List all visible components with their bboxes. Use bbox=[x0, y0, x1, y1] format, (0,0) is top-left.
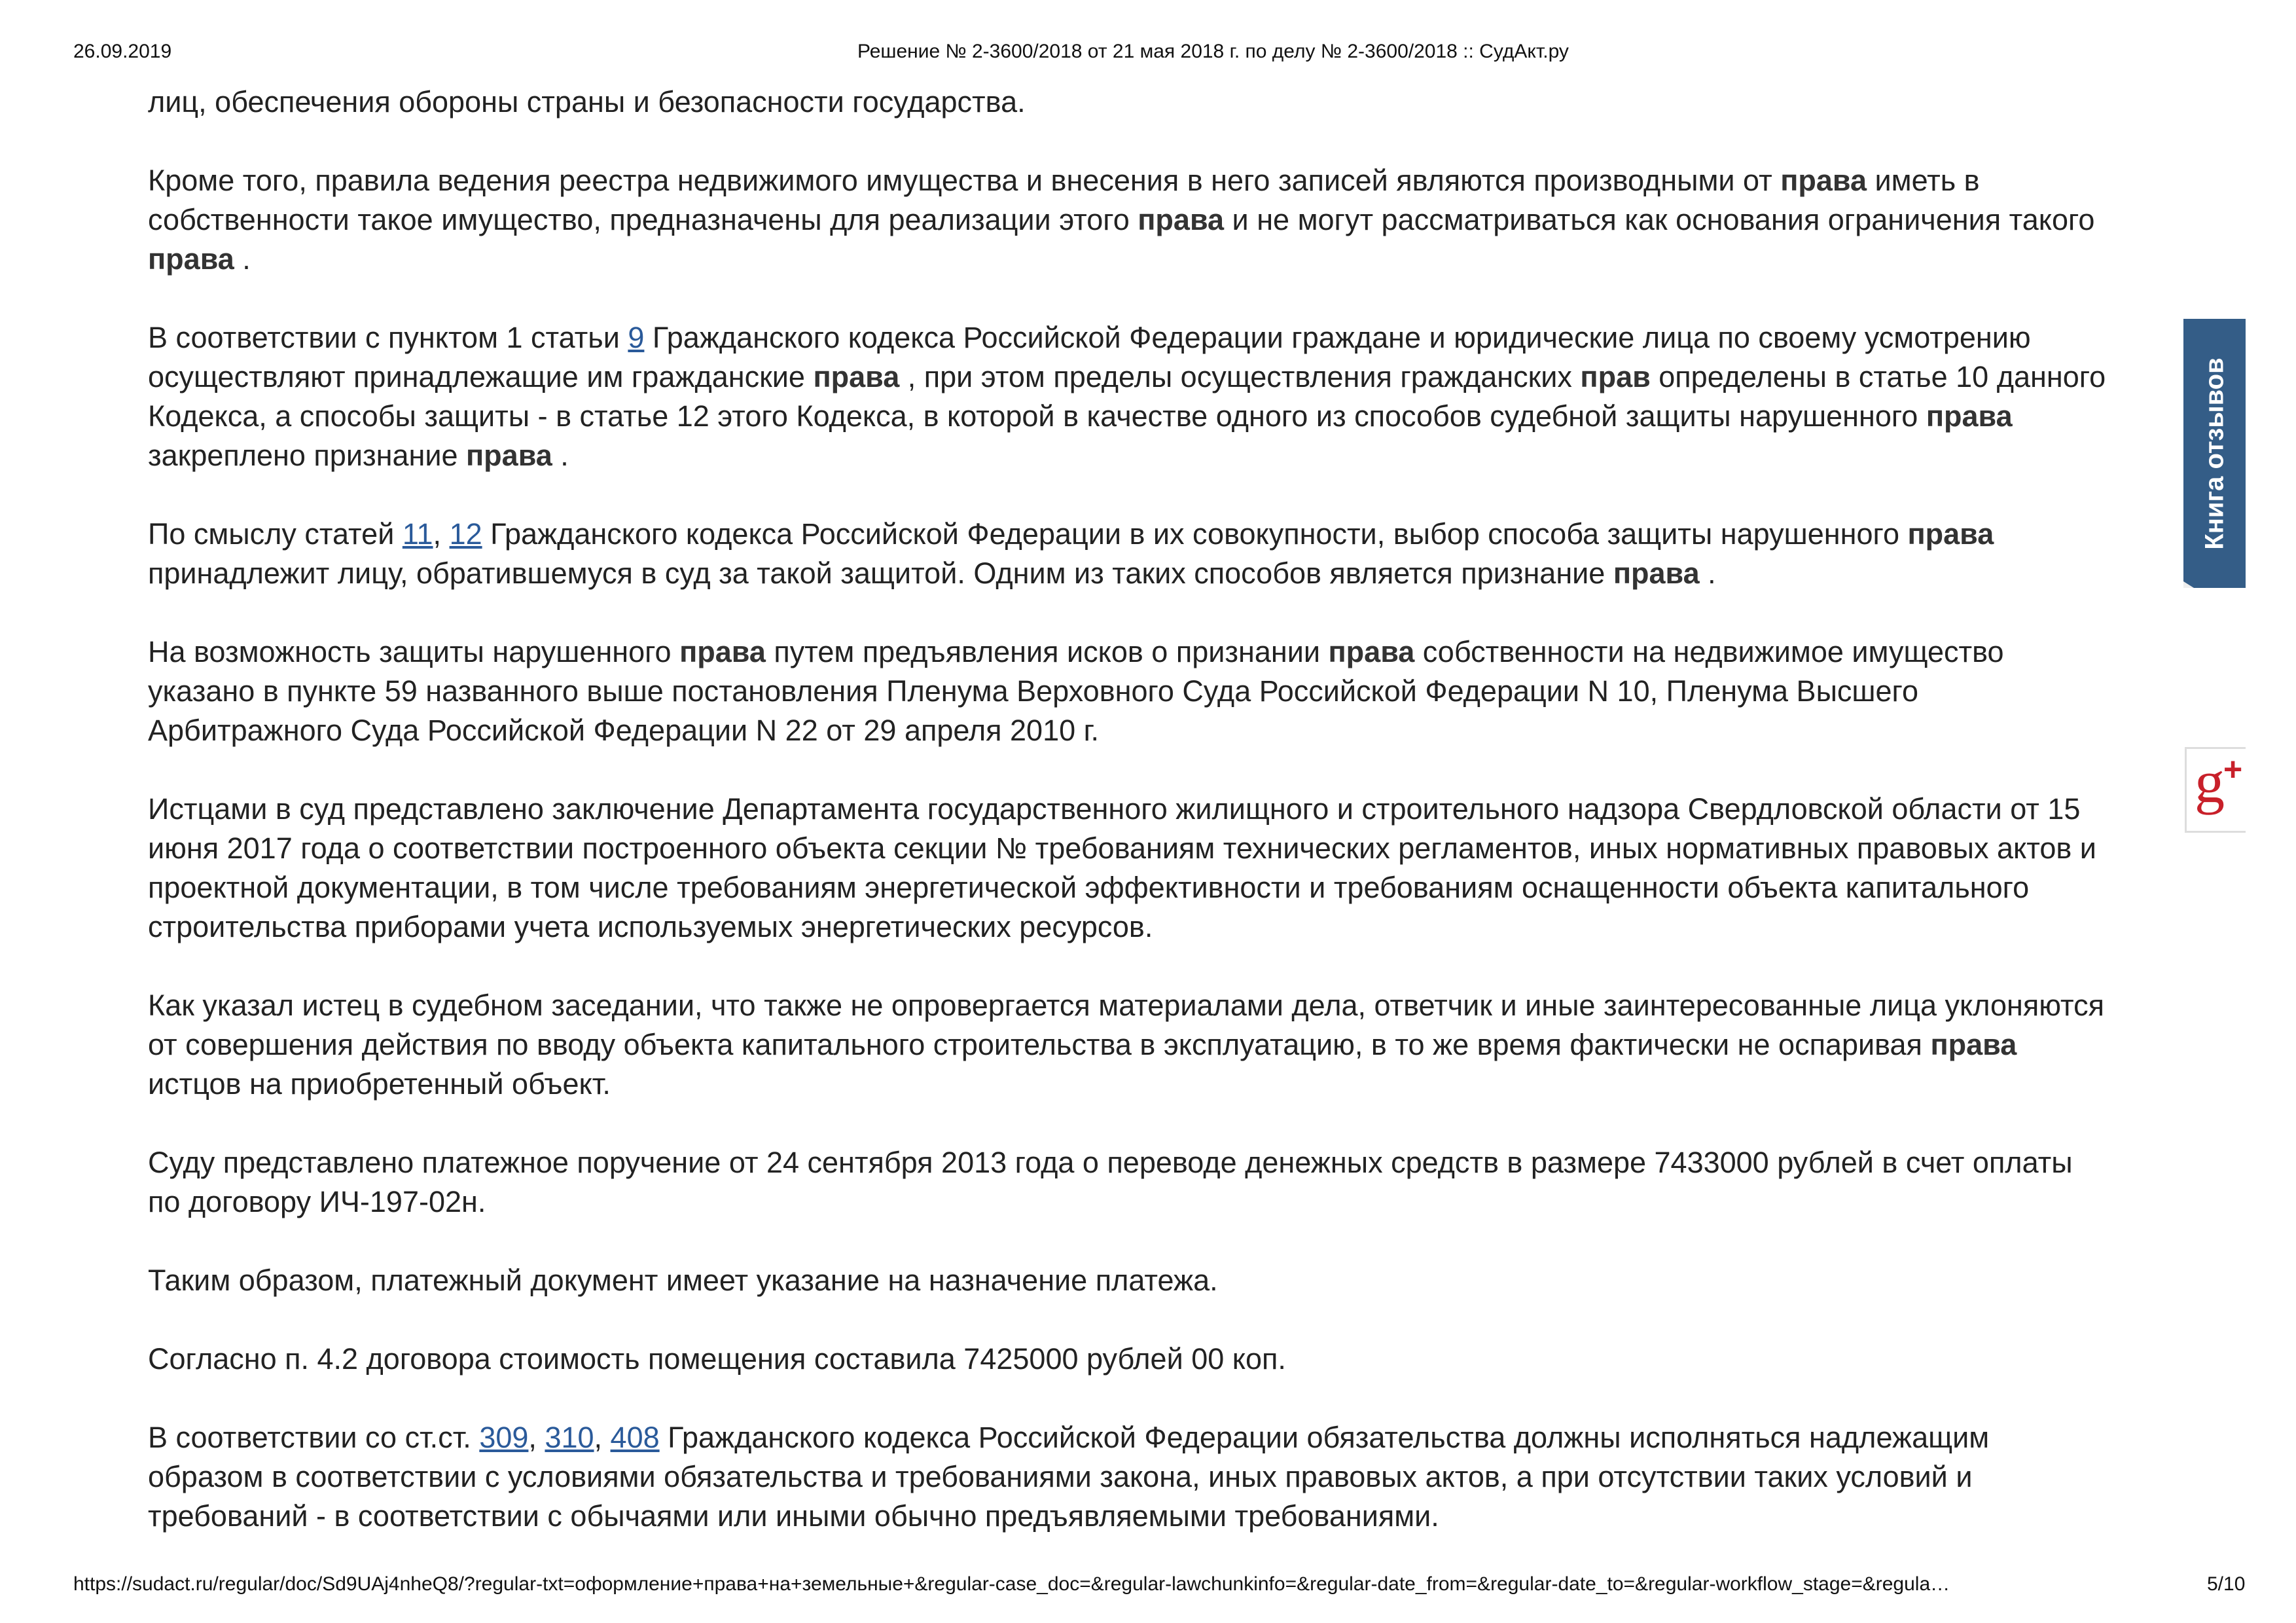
paragraph bbox=[148, 986, 2111, 1104]
text-run: . bbox=[234, 242, 251, 276]
article-link[interactable]: 12 bbox=[449, 517, 482, 551]
text-run: Гражданского кодекса Российской Федерации в их совокупности, выбор способа защиты нарушенного bbox=[482, 517, 1908, 551]
text-run: . bbox=[1699, 556, 1716, 590]
google-plus-button[interactable] bbox=[2185, 747, 2246, 833]
highlighted-term: права bbox=[679, 635, 766, 668]
highlighted-term: права bbox=[148, 242, 234, 276]
text-run: В соответствии со ст.ст. bbox=[148, 1421, 480, 1454]
text-run: Как указал истец в судебном заседании, что также не опровергается материалами дела, ответчик и иные заинтересованные лица уклоняются от совершения действия по вводу объекта капитального строительства в эксплуатацию, в то же время фактически не оспаривая bbox=[148, 989, 2104, 1061]
paragraph bbox=[148, 632, 2111, 750]
text-run: принадлежит лицу, обратившемуся в суд за такой защитой. Одним из таких способов является признание bbox=[148, 556, 1613, 590]
google-plus-icon: g bbox=[2195, 748, 2225, 815]
highlighted-term: права bbox=[1138, 203, 1225, 236]
text-run: истцов на приобретенный объект. bbox=[148, 1067, 611, 1101]
text-run: По смыслу статей bbox=[148, 517, 403, 551]
text-run: и не могут рассматриваться как основания ограничения такого bbox=[1224, 203, 2095, 236]
feedback-book-label: Книга отзывов bbox=[2200, 357, 2229, 550]
text-run: , при этом пределы осуществления гражданских bbox=[899, 360, 1581, 393]
highlighted-term: права bbox=[1328, 635, 1415, 668]
text-run: лиц, обеспечения обороны страны и безопасности государства. bbox=[148, 85, 1026, 119]
text-run: На возможность защиты нарушенного bbox=[148, 635, 680, 668]
highlighted-term: права bbox=[1926, 399, 2013, 433]
page-number: 5/10 bbox=[2207, 1573, 2246, 1595]
text-run: Суду представлено платежное поручение от 24 сентября 2013 года о переводе денежных средств в размере 7433000 рублей в счет оплаты по договору ИЧ-197-02н. bbox=[148, 1146, 2073, 1218]
print-date: 26.09.2019 bbox=[73, 41, 172, 62]
text-run: Согласно п. 4.2 договора стоимость помещения составила 7425000 рублей 00 коп. bbox=[148, 1342, 1286, 1376]
paragraph bbox=[148, 318, 2111, 475]
highlighted-term: права bbox=[813, 360, 900, 393]
text-run: , bbox=[594, 1421, 611, 1454]
highlighted-term: прав bbox=[1580, 360, 1651, 393]
article-link[interactable]: 310 bbox=[545, 1421, 594, 1454]
text-run: иметь в собственности такое имущество, предназначены для реализации этого bbox=[148, 164, 1980, 236]
text-run: В соответствии с пунктом 1 статьи bbox=[148, 321, 628, 354]
text-run: , bbox=[433, 517, 450, 551]
paragraph bbox=[148, 1340, 2111, 1379]
text-run: Кроме того, правила ведения реестра недвижимого имущества и внесения в него записей являются производными от bbox=[148, 164, 1781, 197]
text-run: , bbox=[528, 1421, 545, 1454]
page-title: Решение № 2-3600/2018 от 21 мая 2018 г. по делу № 2-3600/2018 :: СудАкт.ру bbox=[857, 41, 1569, 62]
document-body bbox=[148, 82, 2111, 1575]
highlighted-term: права bbox=[1930, 1028, 2017, 1061]
article-link[interactable]: 309 bbox=[479, 1421, 529, 1454]
paragraph bbox=[148, 790, 2111, 947]
paragraph bbox=[148, 1418, 2111, 1536]
highlighted-term: права bbox=[1907, 517, 1994, 551]
google-plus-plus-icon: + bbox=[2223, 751, 2243, 788]
article-link[interactable]: 11 bbox=[402, 517, 433, 551]
article-link[interactable]: 9 bbox=[628, 321, 645, 354]
page-url: https://sudact.ru/regular/doc/Sd9UAj4nheQ8/?regular-txt=оформление+права+на+земельные+&regular-case_doc=&regular-lawchunkinfo=&regular-date_from=&regular-date_to=&regular-workflow_stage=&regula… bbox=[73, 1573, 1950, 1595]
paragraph bbox=[148, 161, 2111, 279]
paragraph bbox=[148, 1261, 2111, 1300]
paragraph bbox=[148, 82, 2111, 122]
highlighted-term: права bbox=[466, 439, 552, 472]
feedback-book-button[interactable] bbox=[2183, 319, 2246, 588]
text-run: Истцами в суд представлено заключение Департамента государственного жилищного и строительного надзора Свердловской области от 15 июня 2017 года о соответствии построенного объекта секции № требованиям технических регламентов, иных нормативных правовых актов и проектной документации, в том числе требованиям энергетической эффективности и требованиям оснащенности объекта капитального строительства приборами учета используемых энергетических ресурсов. bbox=[148, 792, 2096, 943]
text-run: закреплено признание bbox=[148, 439, 466, 472]
article-link[interactable]: 408 bbox=[610, 1421, 660, 1454]
text-run: определены в статье 10 данного Кодекса, а способы защиты - в статье 12 этого Кодекса, в которой в качестве одного из способов судебной защиты нарушенного bbox=[148, 360, 2106, 433]
text-run: собственности на недвижимое имущество указано в пункте 59 названного выше постановления Пленума Верховного Суда Российской Федерации N 10, Пленума Высшего Арбитражного Суда Российской Федерации N 22 от 29 апреля 2010 г. bbox=[148, 635, 2004, 747]
highlighted-term: права bbox=[1780, 164, 1867, 197]
text-run: Таким образом, платежный документ имеет указание на назначение платежа. bbox=[148, 1264, 1218, 1297]
highlighted-term: права bbox=[1613, 556, 1700, 590]
text-run: путем предъявления исков о признании bbox=[765, 635, 1329, 668]
paragraph bbox=[148, 1143, 2111, 1222]
paragraph bbox=[148, 515, 2111, 593]
text-run: . bbox=[552, 439, 569, 472]
text-run: Гражданского кодекса Российской Федерации граждане и юридические лица по своему усмотрению осуществляют принадлежащие им гражданские bbox=[148, 321, 2031, 393]
text-run: Гражданского кодекса Российской Федерации обязательства должны исполняться надлежащим образом в соответствии с условиями обязательства и требованиями закона, иных правовых актов, а при отсутствии таких условий и требований - в соответствии с обычаями или иными обычно предъявляемыми требованиями. bbox=[148, 1421, 1990, 1533]
